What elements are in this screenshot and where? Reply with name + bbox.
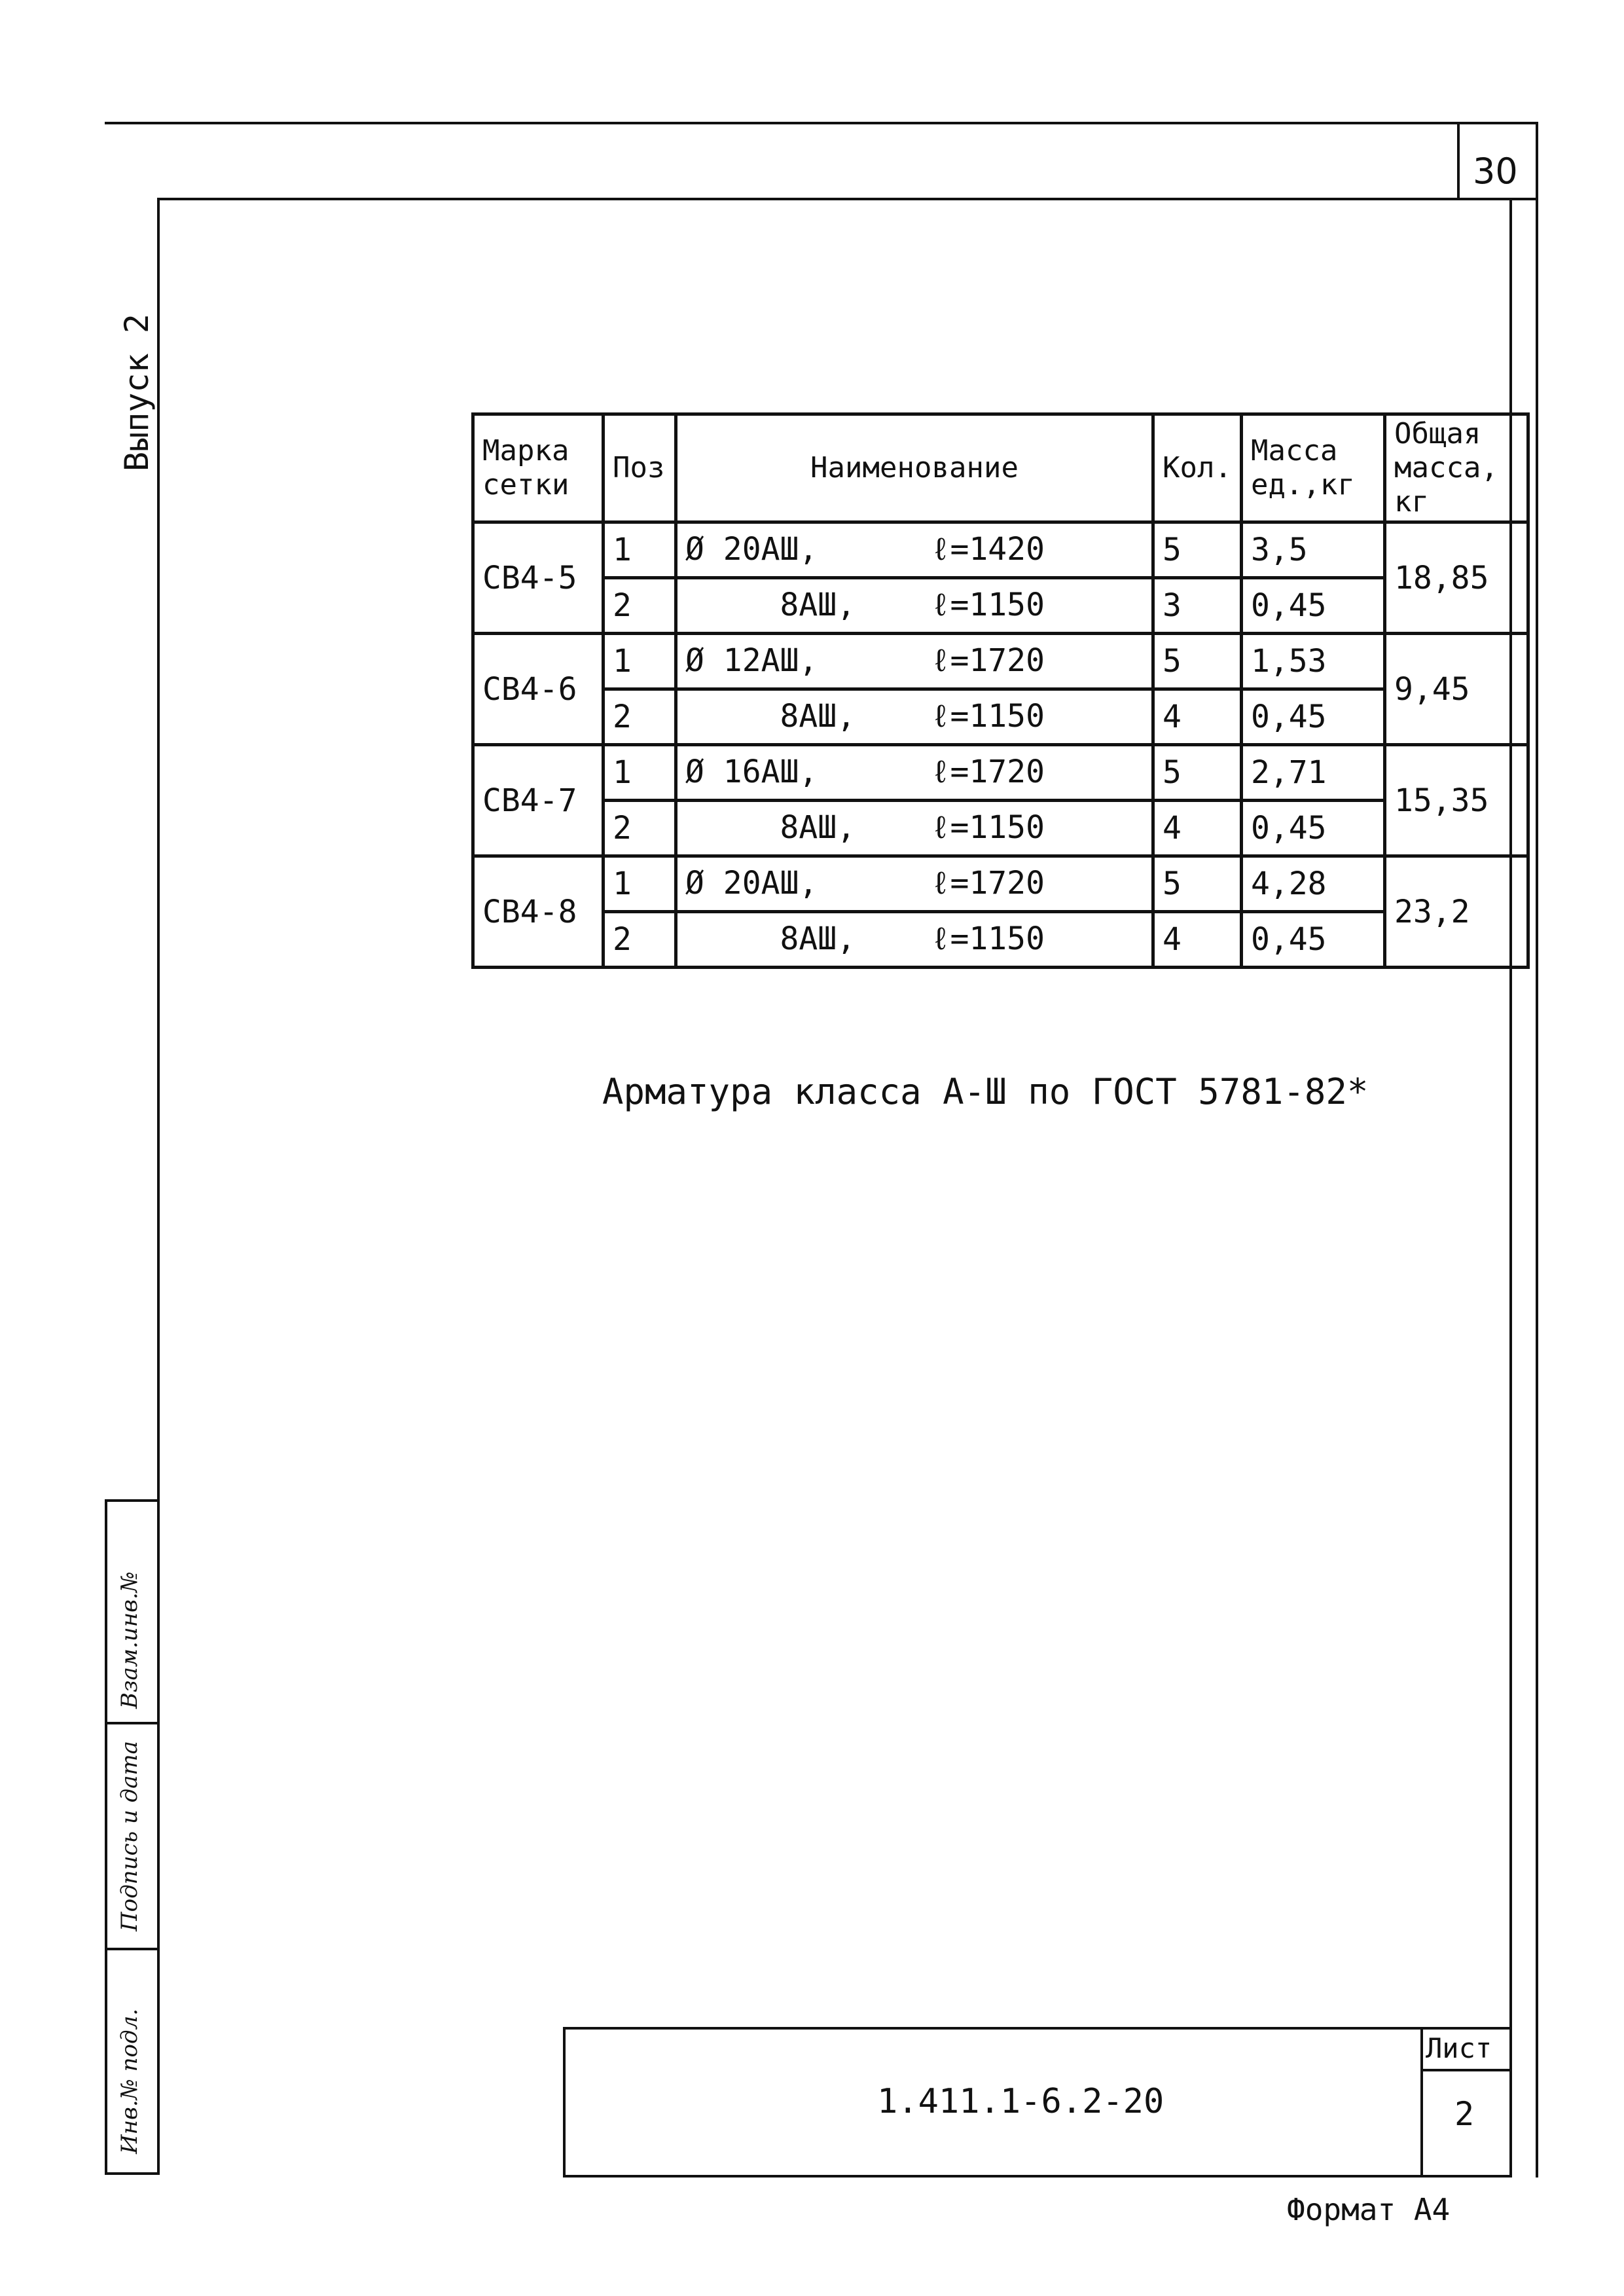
cell-pos: 1	[604, 856, 676, 912]
header-mark: Марка сетки	[473, 414, 604, 522]
cell-mark: СВ4-5	[473, 522, 604, 634]
stamp-sign-date: Подпись и дата	[117, 1741, 143, 1931]
reinforcement-note: Арматура класса А-Ш по ГОСТ 5781-82*	[602, 1071, 1369, 1112]
cell-total: 23,2	[1384, 856, 1528, 968]
sheet-label: Лист	[1426, 2032, 1492, 2064]
cell-mass: 0,45	[1241, 912, 1384, 968]
header-unit-mass: Масса ед.,кг	[1241, 414, 1384, 522]
table-header-row	[473, 414, 1528, 522]
format-label: Формат А4	[1287, 2192, 1451, 2227]
corner-box-left	[1457, 122, 1460, 200]
cell-qty: 5	[1153, 522, 1242, 578]
header-name: Наименование	[676, 414, 1153, 522]
sheet-corner-number: 30	[1473, 151, 1518, 192]
cell-mass: 0,45	[1241, 578, 1384, 634]
cell-total: 18,85	[1384, 522, 1528, 634]
cell-mark: СВ4-7	[473, 745, 604, 856]
sheet-number: 2	[1454, 2095, 1475, 2133]
cell-name: 8АШ, ℓ=1150	[676, 801, 1153, 856]
right-border-outer	[1536, 122, 1538, 2178]
cell-mass: 0,45	[1241, 801, 1384, 856]
side-label: Выпуск 2	[118, 314, 156, 471]
stamp-inv-orig: Инв.№ подл.	[117, 2009, 143, 2154]
side-stamp-divider-1	[105, 1722, 160, 1724]
cell-name: Ø 20АШ, ℓ=1420	[676, 522, 1153, 578]
cell-qty: 4	[1153, 801, 1242, 856]
cell-name: Ø 20АШ, ℓ=1720	[676, 856, 1153, 912]
cell-pos: 1	[604, 634, 676, 689]
header-pos: Поз	[604, 414, 676, 522]
cell-name: Ø 16АШ, ℓ=1720	[676, 745, 1153, 801]
header-total-mass: Общая масса, кг	[1384, 414, 1528, 522]
cell-qty: 3	[1153, 578, 1242, 634]
cell-total: 9,45	[1384, 634, 1528, 745]
table-row	[473, 856, 1528, 912]
top-border	[105, 122, 1538, 124]
title-block-divider	[1420, 2027, 1423, 2178]
cell-name: 8АШ, ℓ=1150	[676, 578, 1153, 634]
title-block-sheet-divider	[1420, 2069, 1512, 2071]
table-row	[473, 522, 1528, 578]
cell-name: Ø 12АШ, ℓ=1720	[676, 634, 1153, 689]
table-row	[473, 912, 1528, 968]
stamp-inv-replace: Взам.инв.№	[117, 1571, 143, 1709]
cell-mass: 1,53	[1241, 634, 1384, 689]
cell-pos: 2	[604, 912, 676, 968]
table-row	[473, 745, 1528, 801]
table-row	[473, 578, 1528, 634]
table-row	[473, 634, 1528, 689]
cell-pos: 1	[604, 522, 676, 578]
inner-top-border	[157, 198, 1538, 200]
cell-pos: 2	[604, 578, 676, 634]
cell-mark: СВ4-6	[473, 634, 604, 745]
cell-name: 8АШ, ℓ=1150	[676, 912, 1153, 968]
cell-total: 15,35	[1384, 745, 1528, 856]
cell-qty: 5	[1153, 745, 1242, 801]
cell-mass: 4,28	[1241, 856, 1384, 912]
cell-pos: 2	[604, 801, 676, 856]
cell-qty: 5	[1153, 634, 1242, 689]
cell-mass: 0,45	[1241, 689, 1384, 745]
cell-mass: 2,71	[1241, 745, 1384, 801]
specification-table	[471, 412, 1530, 969]
cell-mark: СВ4-8	[473, 856, 604, 968]
cell-mass: 3,5	[1241, 522, 1384, 578]
side-label-divider	[157, 198, 160, 604]
cell-pos: 1	[604, 745, 676, 801]
table-row	[473, 689, 1528, 745]
side-stamp-divider-2	[105, 1948, 160, 1950]
cell-pos: 2	[604, 689, 676, 745]
cell-qty: 5	[1153, 856, 1242, 912]
document-code: 1.411.1-6.2-20	[877, 2082, 1164, 2121]
cell-qty: 4	[1153, 689, 1242, 745]
cell-qty: 4	[1153, 912, 1242, 968]
cell-name: 8АШ, ℓ=1150	[676, 689, 1153, 745]
header-qty: Кол.	[1153, 414, 1242, 522]
table-row	[473, 801, 1528, 856]
